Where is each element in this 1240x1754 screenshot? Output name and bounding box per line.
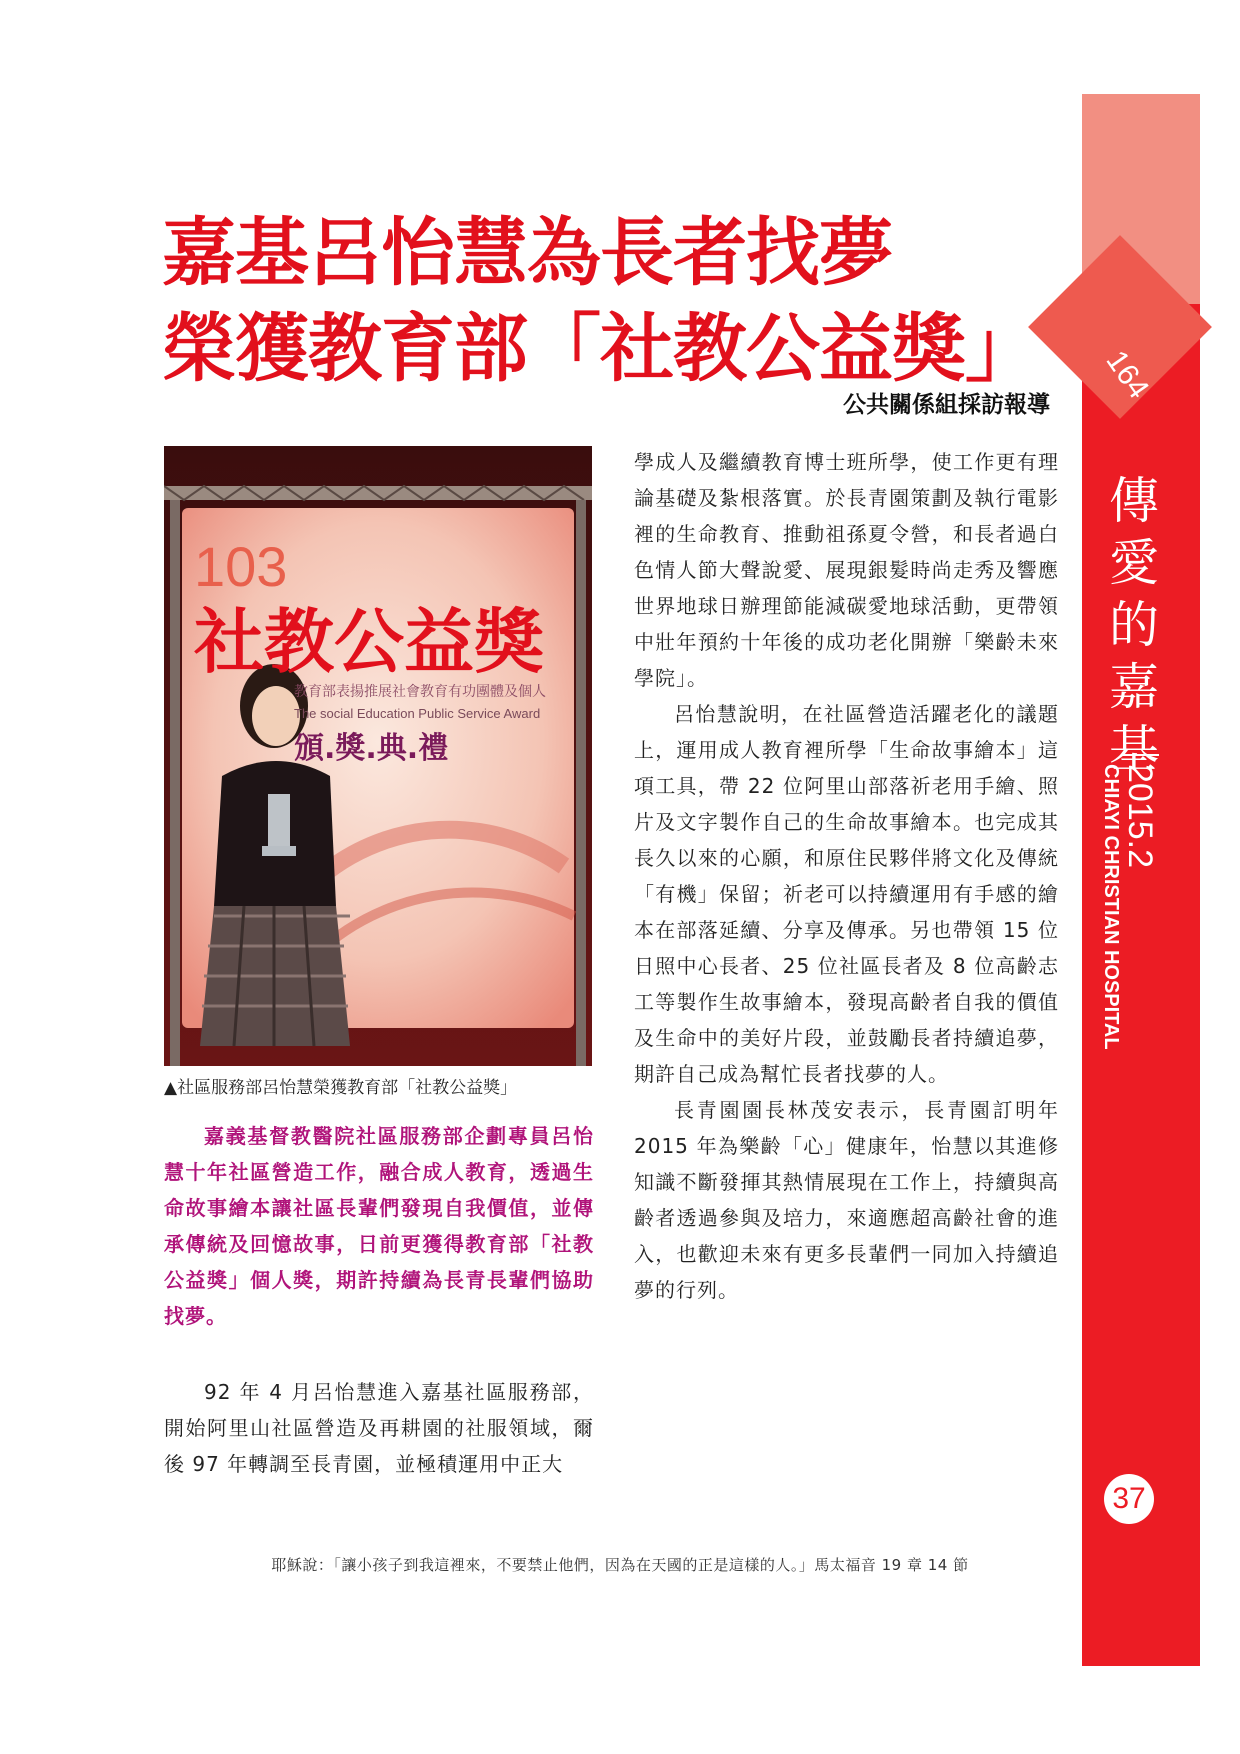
banner-subtitle-zh: 教育部表揚推展社會教育有功團體及個人 xyxy=(294,684,546,700)
body-right-paragraph-3: 長青園園長林茂安表示，長青園訂明年 2015 年為樂齡「心」健康年，怡慧以其進修知識不斷發揮其熱情展現在工作上，持續與高齡者透過參與及培力，來適應超高齡社會的進入，也歡迎未來有更多長輩們一同加入持續追夢的行列。 xyxy=(634,1098,1059,1302)
photo-caption: ▲社區服務部呂怡慧榮獲教育部「社教公益獎」 xyxy=(164,1078,518,1098)
byline: 公共關係組採訪報導 xyxy=(843,391,1050,418)
page-number: 37 xyxy=(1104,1474,1154,1524)
footer-quote: 耶穌說：「讓小孩子到我這裡來，不要禁止他們，因為在天國的正是這樣的人。」馬太福音 19 章 14 節 xyxy=(271,1556,969,1574)
banner-title: 社教公益獎 xyxy=(194,600,544,683)
intro-paragraph: 嘉義基督教醫院社區服務部企劃專員呂怡慧十年社區營造工作，融合成人教育，透過生命故事繪本讓社區長輩們發現自我價值，並傳承傳統及回憶故事，日前更獲得教育部「社教公益獎」個人獎，期許持續為長青長輩們協助找夢。 xyxy=(164,1124,594,1328)
title-line-2: 榮獲教育部「社教公益獎」 xyxy=(162,306,1038,392)
body-right-paragraph-1: 學成人及繼續教育博士班所學，使工作更有理論基礎及紮根落實。於長青園策劃及執行電影裡的生命教育、推動祖孫夏令營，和長者過白色情人節大聲說愛、展現銀髮時尚走秀及響應世界地球日辦理節能減碳愛地球活動，更帶領中壯年預約十年後的成功老化開辦「樂齡未來學院」。 xyxy=(634,450,1059,690)
issue-date: 2015.2 xyxy=(1121,754,1159,868)
article-title xyxy=(162,205,1062,397)
body-right-column xyxy=(634,444,1059,1308)
magazine-title: 傳愛的嘉基 xyxy=(1109,472,1159,778)
award-photo xyxy=(164,446,592,1066)
body-left-paragraph: 92 年 4 月呂怡慧進入嘉基社區服務部，開始阿里山社區營造及再耕園的社服領域，爾後 97 年轉調至長青園，並極積運用中正大 xyxy=(164,1380,594,1476)
title-line-1: 嘉基呂怡慧為長者找夢 xyxy=(162,210,892,296)
banner-ceremony: 頒.獎.典.禮 xyxy=(294,731,449,766)
hospital-english-name: CHIAYI CHRISTIAN HOSPITAL xyxy=(1100,764,1122,1050)
banner-subtitle-en: The social Education Public Service Award xyxy=(294,706,541,721)
banner-year: 103 xyxy=(194,535,288,598)
photo-illustration xyxy=(164,446,592,1066)
issue-date-block xyxy=(1100,754,1162,1154)
issue-number: 164 xyxy=(1099,344,1156,405)
body-right-paragraph-2: 呂怡慧說明，在社區營造活躍老化的議題上，運用成人教育裡所學「生命故事繪本」這項工具，帶 22 位阿里山部落祈老用手繪、照片及文字製作自己的生命故事繪本。也完成其長久以來的心願，和原住民夥伴將文化及傳統「有機」保留；祈老可以持續運用有手感的繪本在部落延續、分享及傳承。另也帶領 15 位日照中心長者、25 位社區長者及 8 位高齡志工等製作生故事繪本，發現高齡者自我的價值及生命中的美好片段，並鼓勵長者持續追夢，期許自己成為幫忙長者找夢的人。 xyxy=(634,702,1059,1086)
